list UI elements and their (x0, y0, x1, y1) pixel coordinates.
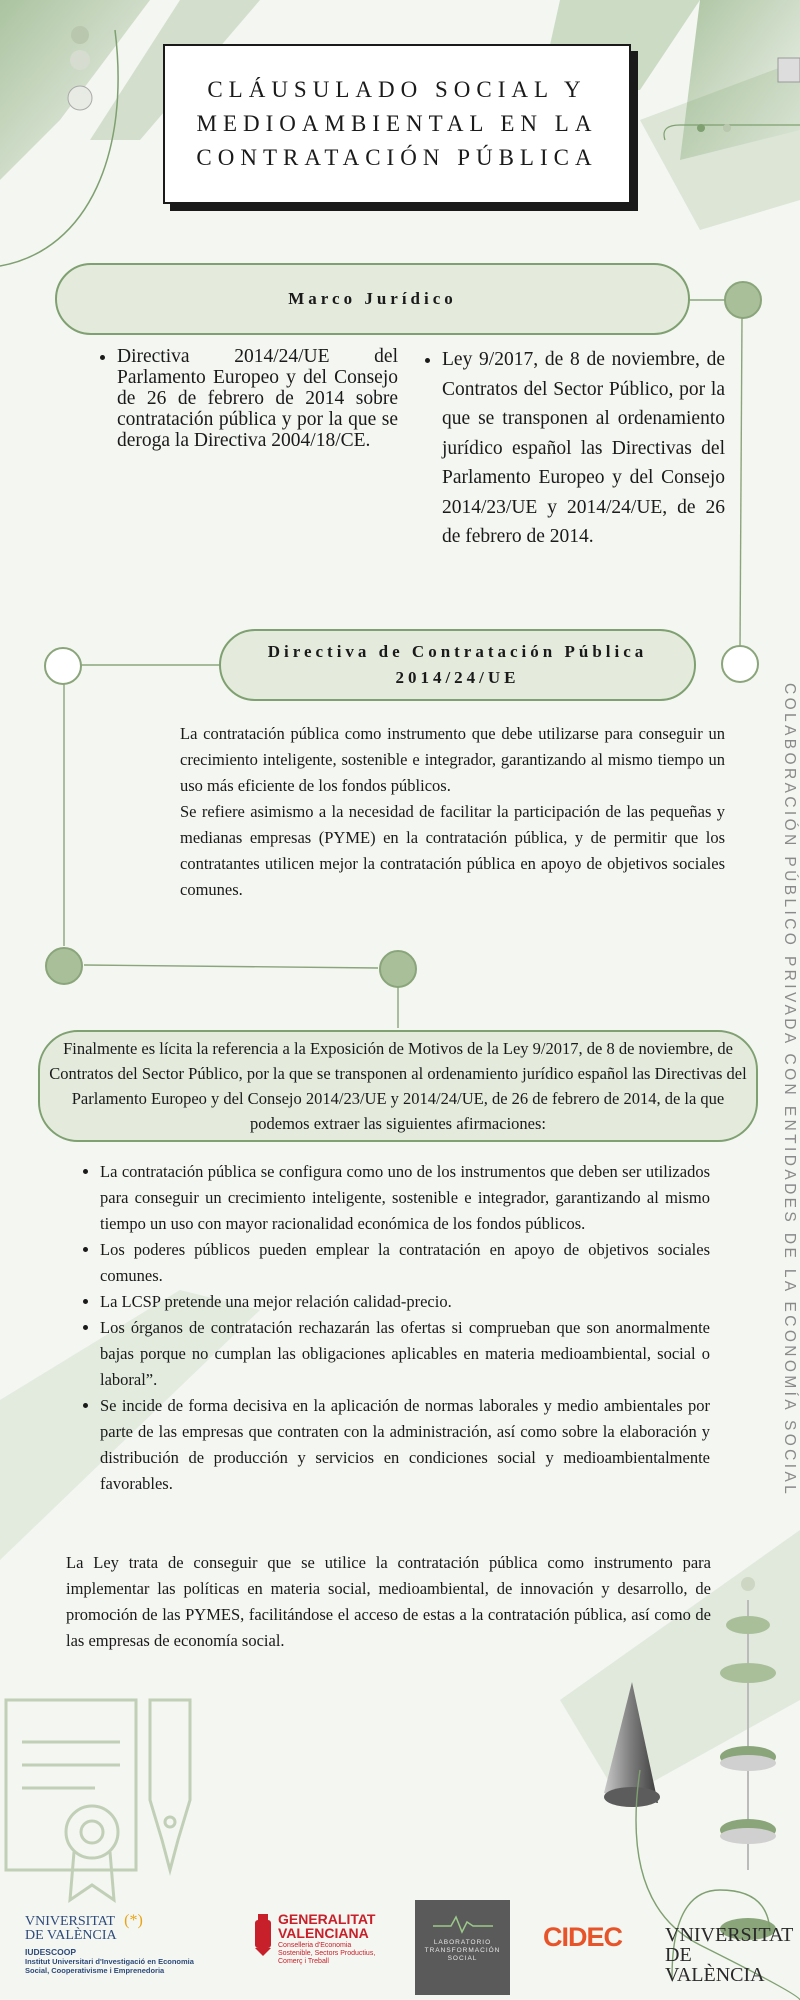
uv-logo-right (665, 1925, 795, 1985)
gva-shield-icon (252, 1912, 274, 1958)
list-item: • La contratación pública se configura como uno de los instrumentos que deben ser utilizados para conseguir un crecimiento inteligente, sostenible e integrador, garantizando al mismo tiempo un uso con mayor racionalidad económica de los fondos públicos. (100, 1159, 710, 1237)
title-line-2: MEDIOAMBIENTAL EN LA (196, 111, 598, 136)
iudescoop-badge-icon: (*) (124, 1912, 143, 1929)
sidebar-vertical-text: COLABORACIÓN PÚBLICO PRIVADA CON ENTIDADES DE LA ECONOMÍA SOCIAL (781, 683, 798, 1498)
marco-column-right (420, 345, 725, 552)
uv2-line-2: DE VALÈNCIA (665, 1944, 765, 1986)
directiva-heading (268, 639, 648, 691)
uv-name-line-1: VNIVERSITAT (25, 1914, 115, 1929)
directiva-paragraph: La contratación pública como instrumento que debe utilizarse para conseguir un crecimiento inteligente, sostenible e integrador, garantizando al mismo tiempo un uso más eficiente de los fondos públicos. (180, 724, 725, 795)
heartbeat-icon (433, 1914, 493, 1934)
gva-sub-2: Sostenible, Sectors Productius, (278, 1950, 376, 1957)
directiva-heading-box (219, 629, 696, 701)
list-item: • Los poderes públicos pueden emplear la contratación en apoyo de objetivos sociales comunes. (100, 1237, 710, 1289)
connector-node (44, 647, 82, 685)
marco-column-left (95, 346, 398, 451)
uv2-line-1: VNIVERSITAT (665, 1924, 794, 1946)
cidec-logo: CIDEC (543, 1922, 623, 1952)
list-item: • Los órganos de contratación rechazarán las ofertas si comprueban que son anormalmente bajas porque no cumplan las obligaciones aplicables en materia medioambiental, social o laboral”. (100, 1315, 710, 1393)
uv-name-line-2: DE VALÈNCIA (25, 1928, 117, 1943)
gva-logo (252, 1912, 402, 1966)
connector-node (45, 947, 83, 985)
marco-item: • Directiva 2014/24/UE del Parlamento Europeo y del Consejo de 26 de febrero de 2014 sobre contratación pública y por la que se deroga la Directiva 2004/18/CE. (117, 346, 398, 451)
exposicion-intro-box (38, 1030, 758, 1142)
list-item: • La LCSP pretende una mejor relación calidad-precio. (100, 1289, 710, 1315)
title-box (163, 44, 631, 204)
gva-sub-1: Conselleria d'Economia (278, 1942, 352, 1949)
connector-node (379, 950, 417, 988)
title-line-3: CONTRATACIÓN PÚBLICA (196, 145, 598, 170)
directiva-paragraph: Se refiere asimismo a la necesidad de facilitar la participación de las pequeñas y medianas empresas (PYME) en la contratación pública, y de permitir que los contratantes utilicen mejor la contratación pública en apoyo de objetivos sociales comunes. (180, 802, 725, 899)
exposicion-list (78, 1159, 710, 1497)
page-title (196, 73, 597, 175)
laboratorio-logo (415, 1900, 510, 1995)
directiva-heading-line-1: Directiva de Contratación Pública (267, 642, 648, 661)
gva-sub-3: Comerç i Treball (278, 1958, 329, 1965)
marco-item: • Ley 9/2017, de 8 de noviembre, de Contratos del Sector Público, por la que se transponen al ordenamiento jurídico español las Directivas del Parlamento Europeo y del Consejo 2014/23/UE y 2014/24/UE, de 26 de febrero de 2014. (442, 345, 725, 552)
marco-juridico-heading: Marco Jurídico (288, 289, 457, 308)
lab-line-1: LABORATORIO (433, 1939, 492, 1946)
list-item: • Se incide de forma decisiva en la aplicación de normas laborales y medio ambientales por parte de las empresas que contraten con la administración, así como sobre la elaboración y distribución de producción y servicios en condiciones social y medioambientalmente favorables. (100, 1393, 710, 1497)
directiva-text (180, 721, 725, 903)
marco-juridico-heading-box (55, 263, 690, 335)
iudescoop-name: IUDESCOOP (25, 1947, 77, 1957)
iudescoop-line-1: Institut Universitari d'Investigació en Economia (25, 1957, 194, 1966)
connector-node (724, 281, 762, 319)
lab-line-3: SOCIAL (447, 1955, 478, 1962)
gva-line-2: VALENCIANA (278, 1925, 369, 1941)
exposicion-intro: Finalmente es lícita la referencia a la Exposición de Motivos de la Ley 9/2017, de 8 de noviembre, de Contratos del Sector Público, por la que se transponen al ordenamiento jurídico español las Directivas del Parlamento Europeo y del Consejo 2014/23/UE y 2014/24/UE, de 26 de febrero de 2014, de la que podemos extraer las siguientes afirmaciones: (49, 1039, 747, 1133)
lab-line-2: TRANSFORMACIÓN (424, 1947, 501, 1954)
title-line-1: CLÁUSULADO SOCIAL Y (207, 77, 587, 102)
connector-node (721, 645, 759, 683)
gva-line-1: GENERALITAT (278, 1911, 376, 1927)
directiva-heading-line-2: 2014/24/UE (395, 668, 520, 687)
uv-iudescoop-logo (25, 1914, 225, 1975)
closing-paragraph: La Ley trata de conseguir que se utilice la contratación pública como instrumento para implementar las políticas en materia social, medioambiental, de innovación y desarrollo, de promoción de las PYMES, facilitándose el acceso de estas a la contratación pública, así como de las empresas de economía social. (66, 1553, 711, 1650)
iudescoop-line-2: Social, Cooperativisme i Emprenedoria (25, 1966, 165, 1975)
